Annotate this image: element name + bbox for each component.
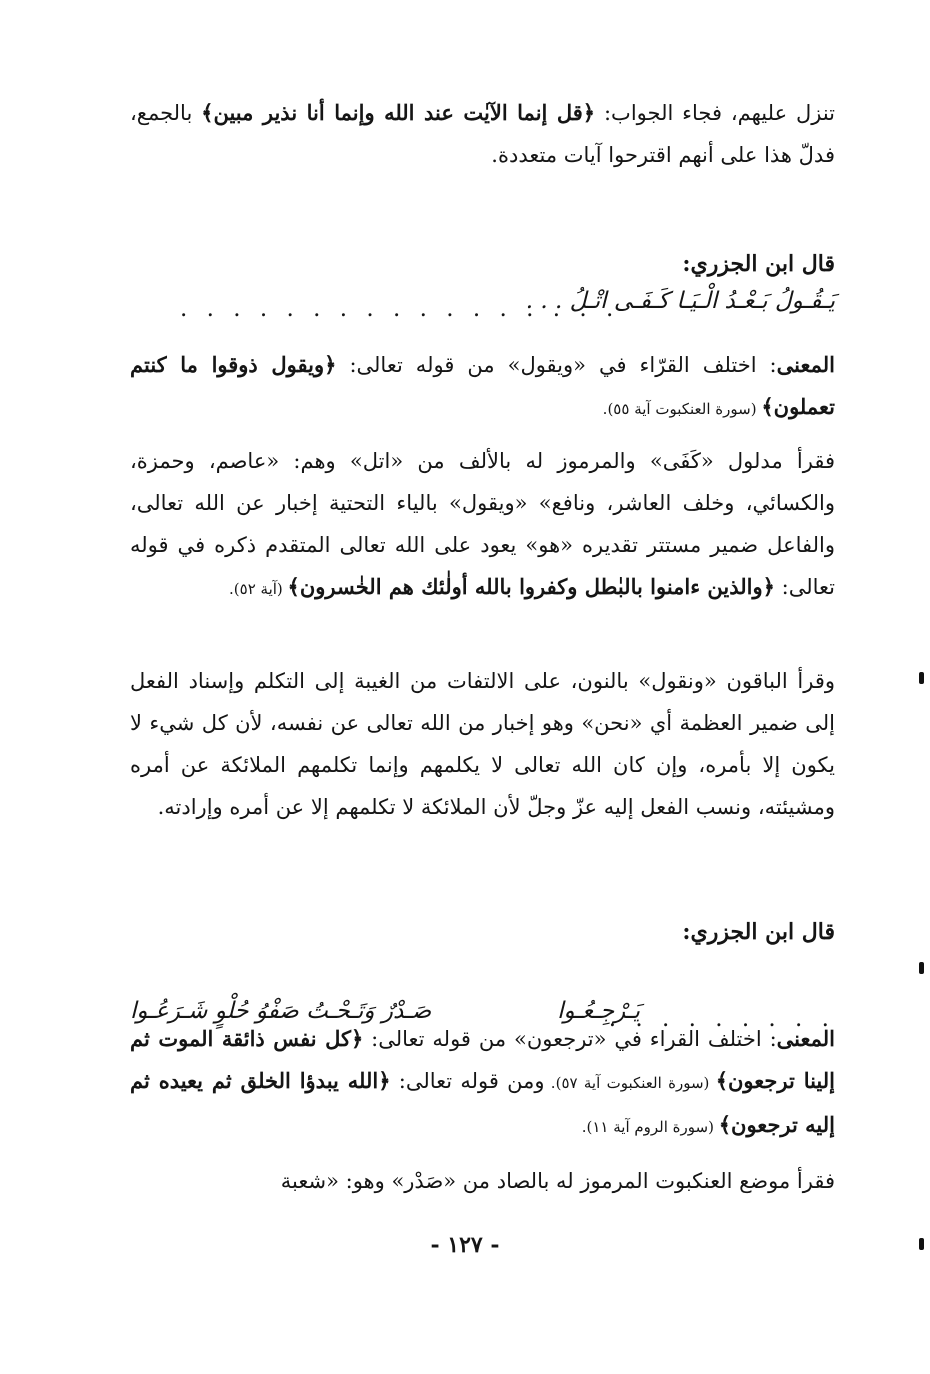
heading: قال ابن الجزري: [682, 919, 835, 945]
text: وقرأ الباقون «ونقول» بالنون، على الالتفات من الغيبة إلى التكلم وإسناد الفعل إلى ضمير العظمة أي «نحن» وهو إخبار من الله تعالى عن نفسه، لأن كل شيء لا يكون إلا بأمره، وإن كان الله تعالى لا يكلمهم وإنما تكلمهم الملائكة عن أمره ومشيئته، ونسب الفعل إليه عزّ وجلّ لأن الملائكة لا تكلمهم إلا عن أمره وإرادته. [130, 669, 835, 819]
paragraph-5 [130, 1018, 835, 1148]
page-number: - ١٢٧ - [430, 1232, 500, 1258]
paragraph-1 [130, 92, 835, 176]
quran-quote: ﴿قل إنما الآيٰت عند الله وإنما أنا نذير مبين﴾ [201, 100, 596, 125]
paragraph-6 [130, 1160, 835, 1202]
label-meaning: المعنى [776, 1026, 836, 1051]
verse-1 [130, 288, 835, 328]
text: ومن قوله تعالى: [390, 1069, 545, 1093]
reference: (سورة الروم آية ١١). [581, 1118, 719, 1136]
reference: (سورة العنكبوت آية ٥٧). [544, 1074, 716, 1092]
scan-edge-mark [919, 672, 924, 684]
text: فقرأ موضع العنكبوت المرموز له بالصاد من «صَدْر» وهو: «شعبة [280, 1169, 835, 1193]
quran-quote: ﴿والذين ءامنوا بالبٰطل وكفروا بالله أولٰئك هم الخٰسرون﴾ [287, 574, 775, 599]
verse-dots: . . . . . . . . . [608, 1006, 835, 1032]
verse-text: يَـرْجِـعُـوا [557, 998, 640, 1024]
verse-text: يَـقُـولُ بَـعْـدُ الْـيَـا كَـفَـى اتْـلُ . . . [525, 288, 835, 314]
scan-edge-mark [919, 1238, 924, 1250]
quran-quote: ﴿كل نفس ذائقة الموت ثم إلينا ترجعون﴾ [130, 1026, 835, 1093]
reference: (آية ٥٢). [229, 580, 288, 598]
verse-text: صَـدْرٌ وَتَـحْـتُ صَفْوُ حُلْوٍ شَـرَعُـوا [130, 998, 432, 1024]
verse-dots: . . . . . . . . . . . . . . . . . [180, 296, 620, 322]
heading-ibn-al-jazari-2 [130, 914, 835, 950]
text: تنزل عليهم، فجاء الجواب: [595, 101, 836, 125]
reference: (سورة العنكبوت آية ٥٥). [602, 400, 762, 418]
quran-quote: ﴿ويقول ذوقوا ما كنتم تعملون﴾ [130, 352, 835, 419]
text: بالجمع، فدلّ هذا على أنهم اقترحوا آيات متعددة. [130, 101, 835, 167]
text: فقرأ مدلول «كَفَى» والمرموز له بالألف من «اتل» وهم: «عاصم، وحمزة، والكسائي، وخلف العاشر، ونافع» «ويقول» بالياء التحتية إخبار عن الله تعالى، والفاعل ضمير مستتر تقديره «هو» يعود على الله تعالى المتقدم ذكره في قوله تعالى: [130, 449, 835, 599]
text: : اختلف القرّاء في «ويقول» من قوله تعالى: [336, 353, 777, 377]
heading-ibn-al-jazari-1 [130, 246, 835, 282]
heading: قال ابن الجزري: [682, 251, 835, 277]
scan-edge-mark [919, 962, 924, 974]
paragraph-2 [130, 344, 835, 430]
label-meaning: المعنى [776, 352, 835, 377]
text: : اختلف القراء في «ترجعون» من قوله تعالى: [363, 1027, 777, 1051]
quran-quote: ﴿الله يبدؤا الخلق ثم يعيده ثم إليه ترجعون﴾ [130, 1068, 835, 1137]
paragraph-4 [130, 660, 835, 828]
paragraph-3 [130, 440, 835, 610]
